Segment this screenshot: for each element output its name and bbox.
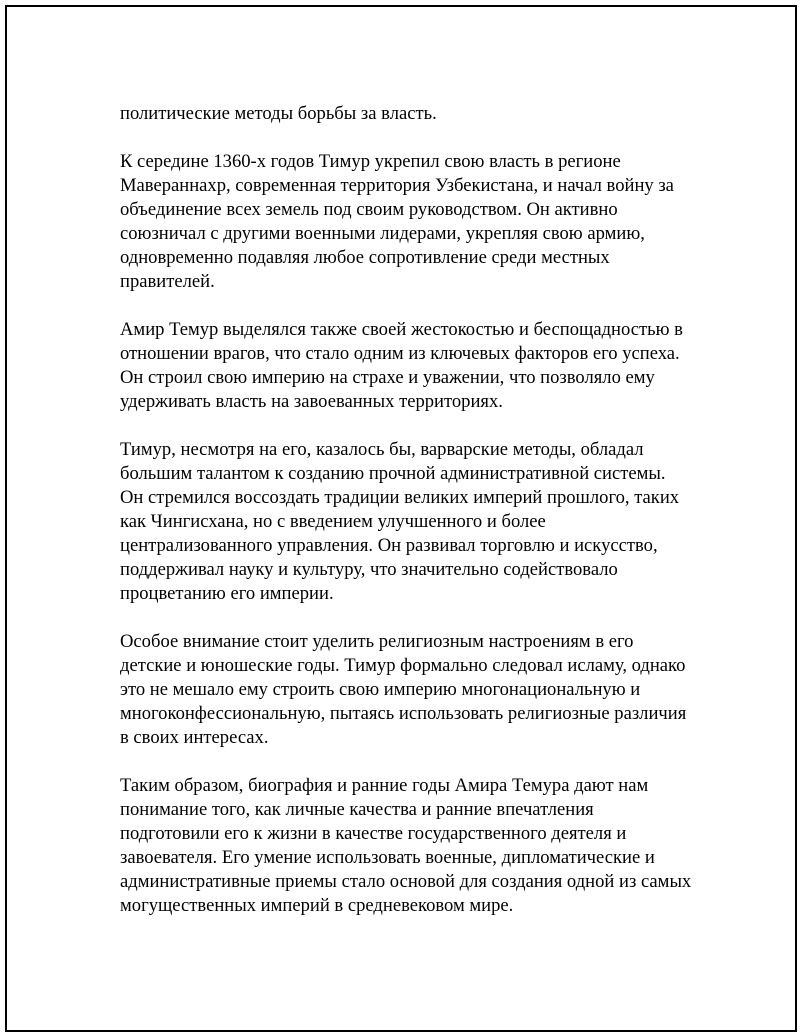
page-frame bbox=[5, 5, 797, 1032]
text-line: политические методы борьбы за власть. bbox=[120, 103, 437, 124]
text-line: многоконфессиональную, пытаясь использовать религиозные различия bbox=[120, 703, 687, 724]
paragraph-4 bbox=[120, 438, 700, 606]
text-line: одновременно подавляя любое сопротивление среди местных bbox=[120, 247, 610, 268]
text-line: могущественных империй в средневековом мире. bbox=[120, 895, 514, 916]
text-line: завоевателя. Его умение использовать военные, дипломатические и bbox=[120, 847, 655, 868]
text-line: большим талантом к созданию прочной административной системы. bbox=[120, 463, 666, 484]
text-line: в своих интересах. bbox=[120, 727, 269, 748]
text-line: Мавераннахр, современная территория Узбекистана, и начал войну за bbox=[120, 175, 674, 196]
text-line: как Чингисхана, но с введением улучшенного и более bbox=[120, 511, 546, 532]
text-line: административные приемы стало основой для создания одной из самых bbox=[120, 871, 692, 892]
text-line: Амир Темур выделялся также своей жестокостью и беспощадностью в bbox=[120, 319, 683, 340]
paragraph-1 bbox=[120, 102, 700, 126]
text-line: процветанию его империи. bbox=[120, 583, 334, 604]
paragraph-2 bbox=[120, 150, 700, 294]
text-line: поддерживал науку и культуру, что значительно содействовало bbox=[120, 559, 618, 580]
document-body bbox=[120, 102, 700, 942]
paragraph-3 bbox=[120, 318, 700, 414]
text-line: К середине 1360-х годов Тимур укрепил свою власть в регионе bbox=[120, 151, 621, 172]
paragraph-5 bbox=[120, 630, 700, 750]
text-line: Он строил свою империю на страхе и уважении, что позволяло ему bbox=[120, 367, 655, 388]
text-line: удерживать власть на завоеванных территориях. bbox=[120, 391, 503, 412]
text-line: Он стремился воссоздать традиции великих империй прошлого, таких bbox=[120, 487, 680, 508]
text-line: правителей. bbox=[120, 271, 215, 292]
text-line: централизованного управления. Он развивал торговлю и искусство, bbox=[120, 535, 658, 556]
text-line: Тимур, несмотря на его, казалось бы, варварские методы, обладал bbox=[120, 439, 644, 460]
text-line: объединение всех земель под своим руководством. Он активно bbox=[120, 199, 618, 220]
text-line: Таким образом, биография и ранние годы Амира Темура дают нам bbox=[120, 775, 649, 796]
text-line: детские и юношеские годы. Тимур формально следовал исламу, однако bbox=[120, 655, 686, 676]
text-line: подготовили его к жизни в качестве государственного деятеля и bbox=[120, 823, 627, 844]
text-line: Особое внимание стоит уделить религиозным настроениям в его bbox=[120, 631, 634, 652]
text-line: это не мешало ему строить свою империю многонациональную и bbox=[120, 679, 641, 700]
text-line: отношении врагов, что стало одним из ключевых факторов его успеха. bbox=[120, 343, 680, 364]
paragraph-6 bbox=[120, 774, 700, 918]
text-line: понимание того, как личные качества и ранние впечатления bbox=[120, 799, 594, 820]
text-line: союзничал с другими военными лидерами, укрепляя свою армию, bbox=[120, 223, 645, 244]
